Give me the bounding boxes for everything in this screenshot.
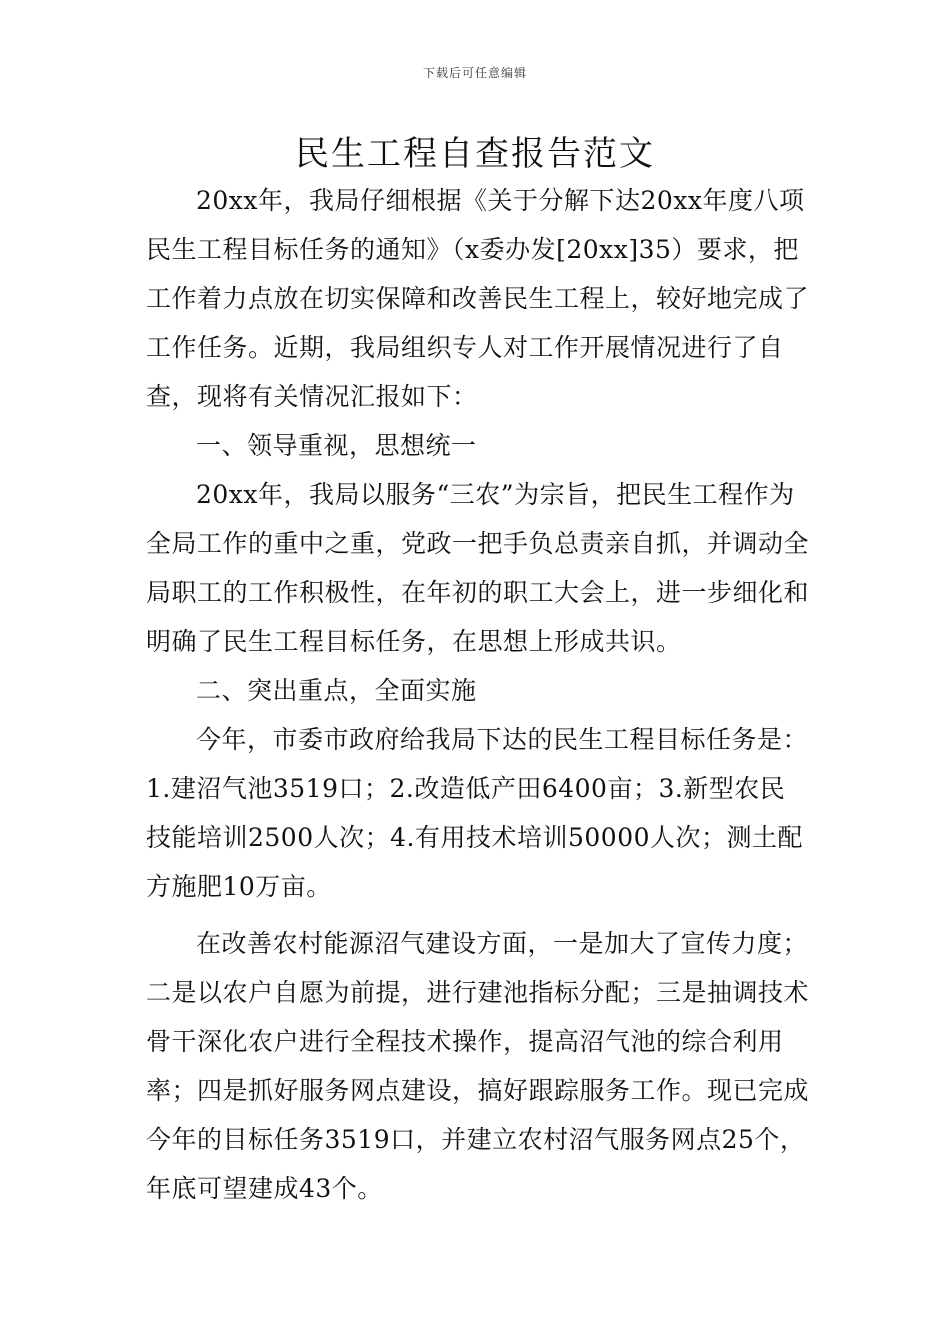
targets-paragraph: 今年，市委市政府给我局下达的民生工程目标任务是：1.建沼气池3519口；2.改造低产田6400亩；3.新型农民技能培训2500人次；4.有用技术培训50000人次；测土配方施肥10万亩。 [146,725,809,901]
document-body [146,176,810,1213]
section-heading-1: 一、领导重视，思想统一 [196,431,477,460]
section-1-paragraph: 20xx年，我局以服务“三农”为宗旨，把民生工程作为全局工作的重中之重，党政一把手负总责亲自抓，并调动全局职工的工作积极性，在年初的职工大会上，进一步细化和明确了民生工程目标任务，在思想上形成共识。 [146,480,810,656]
section-heading-2: 二、突出重点，全面实施 [196,676,477,705]
biogas-paragraph: 在改善农村能源沼气建设方面，一是加大了宣传力度；二是以农户自愿为前提，进行建池指标分配；三是抽调技术骨干深化农户进行全程技术操作，提高沼气池的综合利用率；四是抓好服务网点建设，搞好跟踪服务工作。现已完成今年的目标任务3519口，并建立农村沼气服务网点25个，年底可望建成43个。 [146,929,810,1203]
paragraph-spacer [146,911,810,919]
header-note: 下载后可任意编辑 [422,66,527,80]
document-title: 民生工程自查报告范文 [295,134,655,174]
intro-paragraph: 20xx年，我局仔细根据《关于分解下达20xx年度八项民生工程目标任务的通知》（x委办发[20xx]35）要求，把工作着力点放在切实保障和改善民生工程上，较好地完成了工作任务。近期，我局组织专人对工作开展情况进行了自查，现将有关情况汇报如下： [146,186,810,411]
